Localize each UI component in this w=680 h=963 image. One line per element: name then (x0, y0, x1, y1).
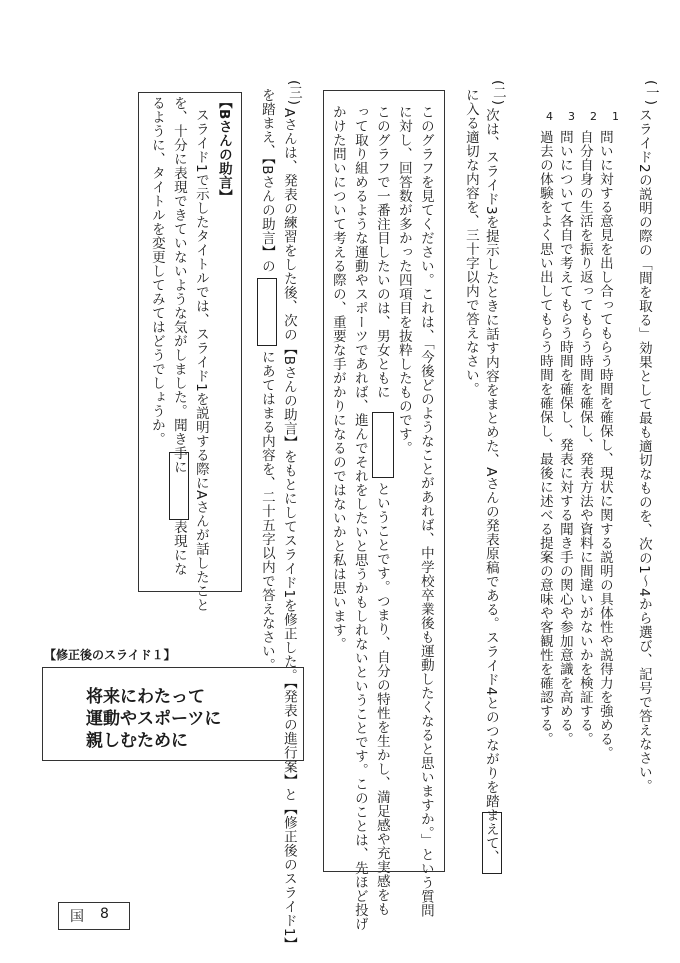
q3-number: (三) (285, 80, 302, 106)
manuscript-line: に対し、回答数が多かった四項目を抜粋したものです。 (395, 105, 412, 455)
q1-option: 問いについて各自で考えてもらう時間を確保し、発表に対する聞き手の関心や参加意識を高める。 (556, 130, 573, 746)
q1-option-number: 3 (568, 110, 575, 123)
advice-line: 表現にな (170, 520, 187, 576)
q2-number: (二) (489, 80, 506, 106)
q1-option: 自分自身の生活を振り返ってもらう時間を確保し、発表方法や資料に間違いがないかを検証する。 (576, 130, 593, 746)
page-number: 8 (100, 906, 109, 922)
q1-option: 過去の体験をよく思い出してもらう時間を確保し、最後に述べる提案の意味や客観性を確認する。 (536, 130, 553, 746)
manuscript-line: このグラフで一番注目したいのは、男女ともに (373, 105, 390, 399)
q1-option-number: 2 (590, 110, 597, 123)
advice-line: を、十分に表現できていないような気がしました。聞き手に (170, 96, 187, 474)
slide-title-line: 運動やスポーツに (86, 709, 222, 729)
slide-label: 【修正後のスライド１】 (44, 648, 176, 662)
footer-subject: 国 (70, 909, 84, 925)
slide-title-line: 将来にわたって (86, 687, 205, 707)
advice-answer-box (169, 452, 189, 520)
manuscript-answer-box (372, 412, 394, 478)
q1-number: (一) (642, 80, 659, 106)
q1-option: 問いに対する意見を出し合ってもらう時間を確保し、現状に関する説明の具体性や説得力を強める。 (596, 130, 613, 760)
manuscript-line: って取り組めるような運動やスポーツであれば、進んでそれをしたいと思うかもしれないということです。このことは、先ほど投げ (351, 105, 368, 931)
manuscript-line: かけた問いについて考える際の、重要な手がかりになるのではないかと私は思います。 (329, 105, 346, 651)
slide-title (86, 686, 221, 752)
q3-answer-box (257, 278, 277, 346)
q2-answer-box (482, 812, 502, 874)
q1-option-number: 4 (546, 110, 553, 123)
q1-prompt: スライド2の説明の際の「間を取る」効果として最も適切なものを、次の1～4から選び、記号で答えなさい。 (635, 108, 652, 794)
advice-line: るように、タイトルを変更してみてはどうでしょうか。 (148, 96, 165, 446)
q3-prompt-cont: にあてはまる内容を、二十五字以内で答えなさい。 (258, 350, 275, 672)
q3-prompt-cont: を踏まえ、【Bさんの助言】の (258, 88, 275, 274)
advice-line: スライド1で示したタイトルでは、スライド1を説明する際にAさんが話したこと (192, 108, 209, 612)
page-footer-box (58, 902, 130, 930)
slide-title-line: 親しむために (86, 731, 188, 751)
manuscript-line: このグラフを見てください。これは、「今後どのようなことがあれば、中学校卒業後も運動したくなると思いますか。」という質問 (417, 105, 434, 918)
q1-option-number: 1 (612, 110, 619, 123)
q2-prompt-cont: に入る適切な内容を、三十字以内で答えなさい。 (462, 88, 479, 396)
manuscript-line: ということです。つまり、自分の特性を生かし、満足感や充実感をも (373, 482, 390, 916)
advice-title: 【Bさんの助言】 (215, 95, 232, 204)
q2-prompt: 次は、スライド3を提示したときに話す内容をまとめた、Aさんの発表原稿である。スライド4とのつながりを踏まえて、 (482, 108, 499, 864)
q3-prompt: Aさんは、発表の練習をした後、次の【Bさんの助言】をもとにしてスライド1を修正した。【発表の進行案】と【修正後のスライド1】 (280, 108, 297, 951)
